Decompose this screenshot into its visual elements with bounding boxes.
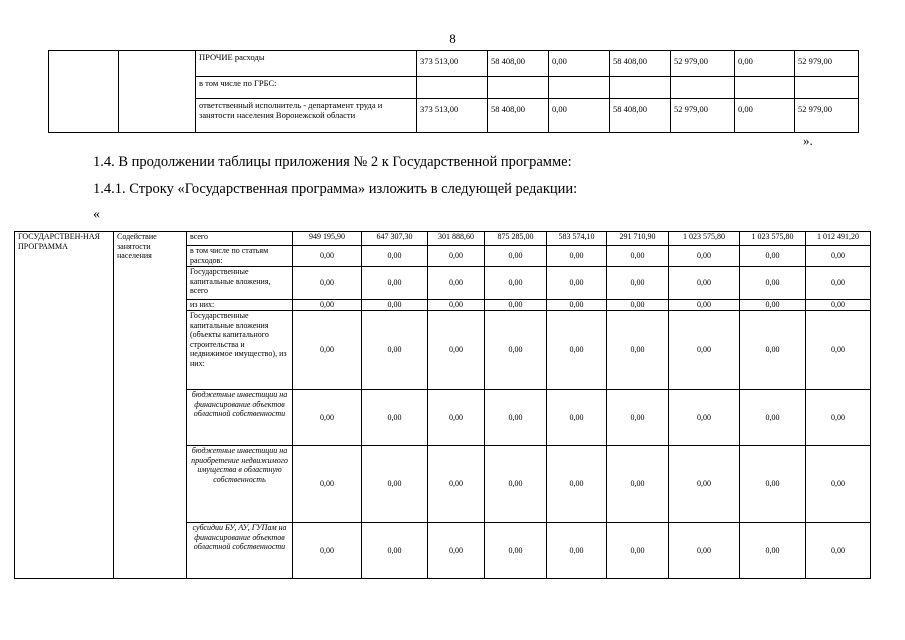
value-cell: 0,00 [806, 246, 871, 267]
value-cell: 58 408,00 [610, 99, 671, 133]
value-cell: 0,00 [293, 523, 362, 579]
opening-quote: « [93, 207, 100, 222]
row-label: Государственные капитальные вложения (объекты капитального строительства и недвижимое имущество), из них: [187, 311, 293, 390]
value-cell: 0,00 [362, 300, 428, 311]
value-cell: 1 012 491,20 [806, 232, 871, 246]
table-row [15, 232, 871, 246]
table-row [49, 51, 859, 77]
value-cell: 583 574,10 [547, 232, 607, 246]
value-cell: 0,00 [547, 446, 607, 523]
value-cell: 0,00 [607, 311, 669, 390]
row-label: бюджетные инвестиции на приобретение недвижимого имущества в областную собственность [187, 446, 293, 523]
value-cell: 0,00 [607, 300, 669, 311]
value-cell: 58 408,00 [610, 51, 671, 77]
value-cell: 0,00 [549, 51, 610, 77]
row-label: ответственный исполнитель - департамент труда и занятости населения Воронежской области [196, 99, 417, 133]
value-cell: 0,00 [293, 300, 362, 311]
value-cell: 58 408,00 [488, 99, 549, 133]
value-cell: 373 513,00 [417, 99, 488, 133]
page-number: 8 [449, 31, 456, 46]
value-cell [795, 77, 859, 99]
value-cell: 0,00 [547, 246, 607, 267]
value-cell: 0,00 [607, 446, 669, 523]
value-cell: 0,00 [362, 390, 428, 446]
value-cell: 0,00 [669, 246, 740, 267]
value-cell [417, 77, 488, 99]
value-cell: 0,00 [669, 300, 740, 311]
value-cell: 0,00 [485, 523, 547, 579]
value-cell: 52 979,00 [671, 99, 735, 133]
value-cell [488, 77, 549, 99]
row-label: ПРОЧИЕ расходы [196, 51, 417, 77]
value-cell: 0,00 [362, 523, 428, 579]
value-cell: 0,00 [806, 446, 871, 523]
value-cell: 52 979,00 [795, 51, 859, 77]
value-cell: 0,00 [362, 267, 428, 300]
value-cell: 0,00 [428, 446, 485, 523]
value-cell: 0,00 [740, 446, 806, 523]
value-cell: 0,00 [740, 267, 806, 300]
value-cell: 875 285,00 [485, 232, 547, 246]
empty-cell [49, 51, 119, 133]
value-cell: 0,00 [293, 390, 362, 446]
value-cell: 0,00 [607, 246, 669, 267]
value-cell: 0,00 [669, 267, 740, 300]
program-name-cell: ГОСУДАРСТВЕН-НАЯ ПРОГРАММА [15, 232, 114, 579]
value-cell: 0,00 [607, 390, 669, 446]
value-cell: 301 888,60 [428, 232, 485, 246]
empty-cell [119, 51, 196, 133]
value-cell: 0,00 [806, 311, 871, 390]
value-cell: 0,00 [428, 300, 485, 311]
value-cell [610, 77, 671, 99]
value-cell: 0,00 [806, 300, 871, 311]
value-cell: 0,00 [669, 311, 740, 390]
top-table [48, 50, 859, 133]
value-cell: 0,00 [293, 267, 362, 300]
value-cell: 0,00 [485, 311, 547, 390]
value-cell: 0,00 [669, 523, 740, 579]
row-label: Государственные капитальные вложения, всего [187, 267, 293, 300]
value-cell: 0,00 [362, 311, 428, 390]
value-cell: 291 710,90 [607, 232, 669, 246]
paragraph: 1.4.1. Строку «Государственная программа» изложить в следующей редакции: [93, 181, 578, 197]
value-cell: 0,00 [485, 300, 547, 311]
value-cell: 0,00 [735, 51, 795, 77]
value-cell: 0,00 [607, 523, 669, 579]
value-cell: 0,00 [547, 300, 607, 311]
value-cell: 58 408,00 [488, 51, 549, 77]
value-cell: 0,00 [428, 311, 485, 390]
main-table [14, 231, 871, 579]
value-cell: 0,00 [547, 523, 607, 579]
value-cell: 0,00 [740, 300, 806, 311]
value-cell: 1 023 575,80 [740, 232, 806, 246]
value-cell: 0,00 [485, 246, 547, 267]
value-cell: 0,00 [362, 246, 428, 267]
value-cell: 0,00 [740, 311, 806, 390]
value-cell: 0,00 [428, 267, 485, 300]
value-cell: 0,00 [547, 390, 607, 446]
value-cell: 0,00 [428, 523, 485, 579]
value-cell [549, 77, 610, 99]
row-label: в том числе по статьям расходов: [187, 246, 293, 267]
value-cell: 0,00 [735, 99, 795, 133]
value-cell [671, 77, 735, 99]
value-cell: 0,00 [428, 246, 485, 267]
value-cell: 0,00 [485, 446, 547, 523]
value-cell: 0,00 [428, 390, 485, 446]
value-cell: 0,00 [607, 267, 669, 300]
value-cell: 0,00 [293, 446, 362, 523]
value-cell: 0,00 [669, 390, 740, 446]
value-cell: 0,00 [740, 523, 806, 579]
paragraph: 1.4. В продолжении таблицы приложения № 2 к Государственной программе: [93, 154, 572, 170]
value-cell: 1 023 575,80 [669, 232, 740, 246]
row-label: в том числе по ГРБС: [196, 77, 417, 99]
closing-quote: ». [803, 133, 813, 148]
value-cell: 0,00 [293, 246, 362, 267]
value-cell: 0,00 [362, 446, 428, 523]
value-cell: 52 979,00 [671, 51, 735, 77]
value-cell: 0,00 [740, 390, 806, 446]
value-cell: 0,00 [669, 446, 740, 523]
value-cell: 0,00 [547, 311, 607, 390]
program-title-cell: Содействие занятости населения [114, 232, 187, 579]
row-label: бюджетные инвестиции на финансирование объектов областной собственности [187, 390, 293, 446]
value-cell [735, 77, 795, 99]
value-cell: 0,00 [806, 523, 871, 579]
value-cell: 949 195,90 [293, 232, 362, 246]
value-cell: 0,00 [547, 267, 607, 300]
value-cell: 0,00 [485, 390, 547, 446]
value-cell: 0,00 [549, 99, 610, 133]
value-cell: 373 513,00 [417, 51, 488, 77]
row-label: субсидии БУ, АУ, ГУПам на финансирование объектов областной собственности [187, 523, 293, 579]
value-cell: 0,00 [806, 390, 871, 446]
value-cell: 0,00 [293, 311, 362, 390]
value-cell: 647 307,30 [362, 232, 428, 246]
row-label: из них: [187, 300, 293, 311]
row-label: всего [187, 232, 293, 246]
value-cell: 0,00 [485, 267, 547, 300]
value-cell: 52 979,00 [795, 99, 859, 133]
value-cell: 0,00 [806, 267, 871, 300]
value-cell: 0,00 [740, 246, 806, 267]
